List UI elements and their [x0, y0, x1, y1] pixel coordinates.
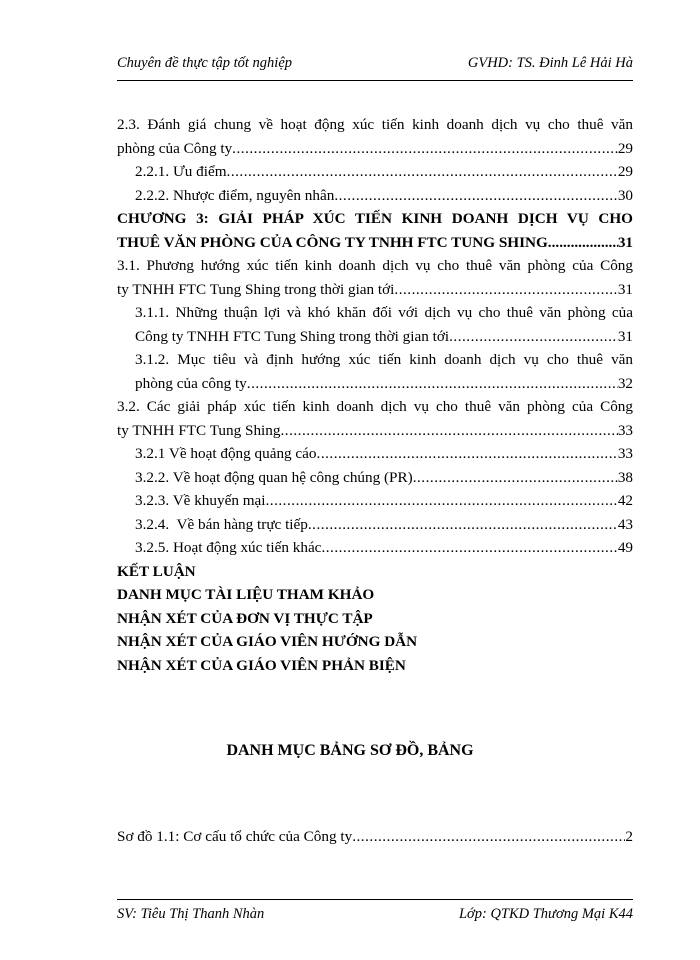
footer-rule: [117, 899, 633, 900]
toc-2-2-2: 2.2.2. Nhược điểm, nguyên nhân ..... 30: [135, 184, 633, 208]
toc-tai-lieu-tham-khao: DANH MỤC TÀI LIỆU THAM KHẢO: [117, 586, 375, 603]
toc-3-2-2: 3.2.2. Về hoạt động quan hệ công chúng (PR) ..... 38: [135, 466, 633, 490]
toc-3-2-4: 3.2.4. Về bán hàng trực tiếp ..... 43: [135, 513, 633, 537]
figures-list: [117, 825, 633, 849]
toc-nhan-xet-gvhd: NHẬN XÉT CỦA GIÁO VIÊN HƯỚNG DẪN: [117, 633, 418, 650]
toc-2-3-page: 29: [617, 139, 633, 157]
toc-2-2-1: 2.2.1. Ưu điểm ..... 29: [135, 160, 633, 184]
toc-3-1-2-line2: phòng của công ty ..... 32: [135, 372, 633, 396]
header-rule: [117, 80, 633, 81]
toc-3-1-2-line1: 3.1.2. Mục tiêu và định hướng xúc tiến kinh doanh dịch vụ cho thuê văn: [135, 351, 633, 368]
toc-chapter-3-line1: CHƯƠNG 3: GIẢI PHÁP XÚC TIẾN KINH DOANH DỊCH VỤ CHO: [117, 210, 633, 227]
toc-2-3-line1: 2.3. Đánh giá chung về hoạt động xúc tiến kinh doanh dịch vụ cho thuê văn: [117, 116, 633, 133]
header-right: GVHD: TS. Đinh Lê Hải Hà: [467, 55, 633, 71]
toc-ket-luan: KẾT LUẬN: [117, 562, 196, 580]
toc-3-1-1-line2: Công ty TNHH FTC Tung Shing trong thời gian tới ..... 31: [135, 325, 633, 349]
toc-chapter-3-line2: THUÊ VĂN PHÒNG CỦA CÔNG TY TNHH FTC TUNG SHING ..... 31: [117, 231, 633, 255]
toc-3-2-3: 3.2.3. Về khuyến mại ..... 42: [135, 489, 633, 513]
toc-3-1-line2: ty TNHH FTC Tung Shing trong thời gian tới ..... 31: [117, 278, 633, 302]
figures-list-title: DANH MỤC BẢNG SƠ ĐỒ, BẢNG: [226, 742, 474, 759]
toc-3-2-5: 3.2.5. Hoạt động xúc tiến khác ..... 49: [135, 536, 633, 560]
header-left: Chuyên đề thực tập tốt nghiệp: [117, 55, 293, 71]
toc-3-2-line1: 3.2. Các giải pháp xúc tiến kinh doanh dịch vụ cho thuê văn phòng của Công: [117, 398, 633, 415]
toc-3-2-line2: ty TNHH FTC Tung Shing ..... 33: [117, 419, 633, 443]
toc-2-3-line2: phòng của Công ty ..... 29: [117, 137, 633, 161]
figure-1-1: Sơ đồ 1.1: Cơ cấu tổ chức của Công ty ..... 2: [117, 825, 633, 849]
toc-nhan-xet-gvpb: NHẬN XÉT CỦA GIÁO VIÊN PHẢN BIỆN: [117, 656, 406, 674]
table-of-contents: [117, 113, 633, 677]
footer-right: Lớp: QTKD Thương Mại K44: [458, 906, 633, 922]
toc-nhan-xet-don-vi: NHẬN XÉT CỦA ĐƠN VỊ THỰC TẬP: [117, 609, 373, 627]
toc-3-1-line1: 3.1. Phương hướng xúc tiến kinh doanh dịch vụ cho thuê văn phòng của Công: [117, 257, 633, 274]
footer-left: SV: Tiêu Thị Thanh Nhàn: [117, 906, 265, 922]
toc-3-2-1: 3.2.1 Về hoạt động quảng cáo ..... 33: [135, 442, 633, 466]
toc-3-1-1-line1: 3.1.1. Những thuận lợi và khó khăn đối với dịch vụ cho thuê văn phòng của: [135, 304, 633, 321]
